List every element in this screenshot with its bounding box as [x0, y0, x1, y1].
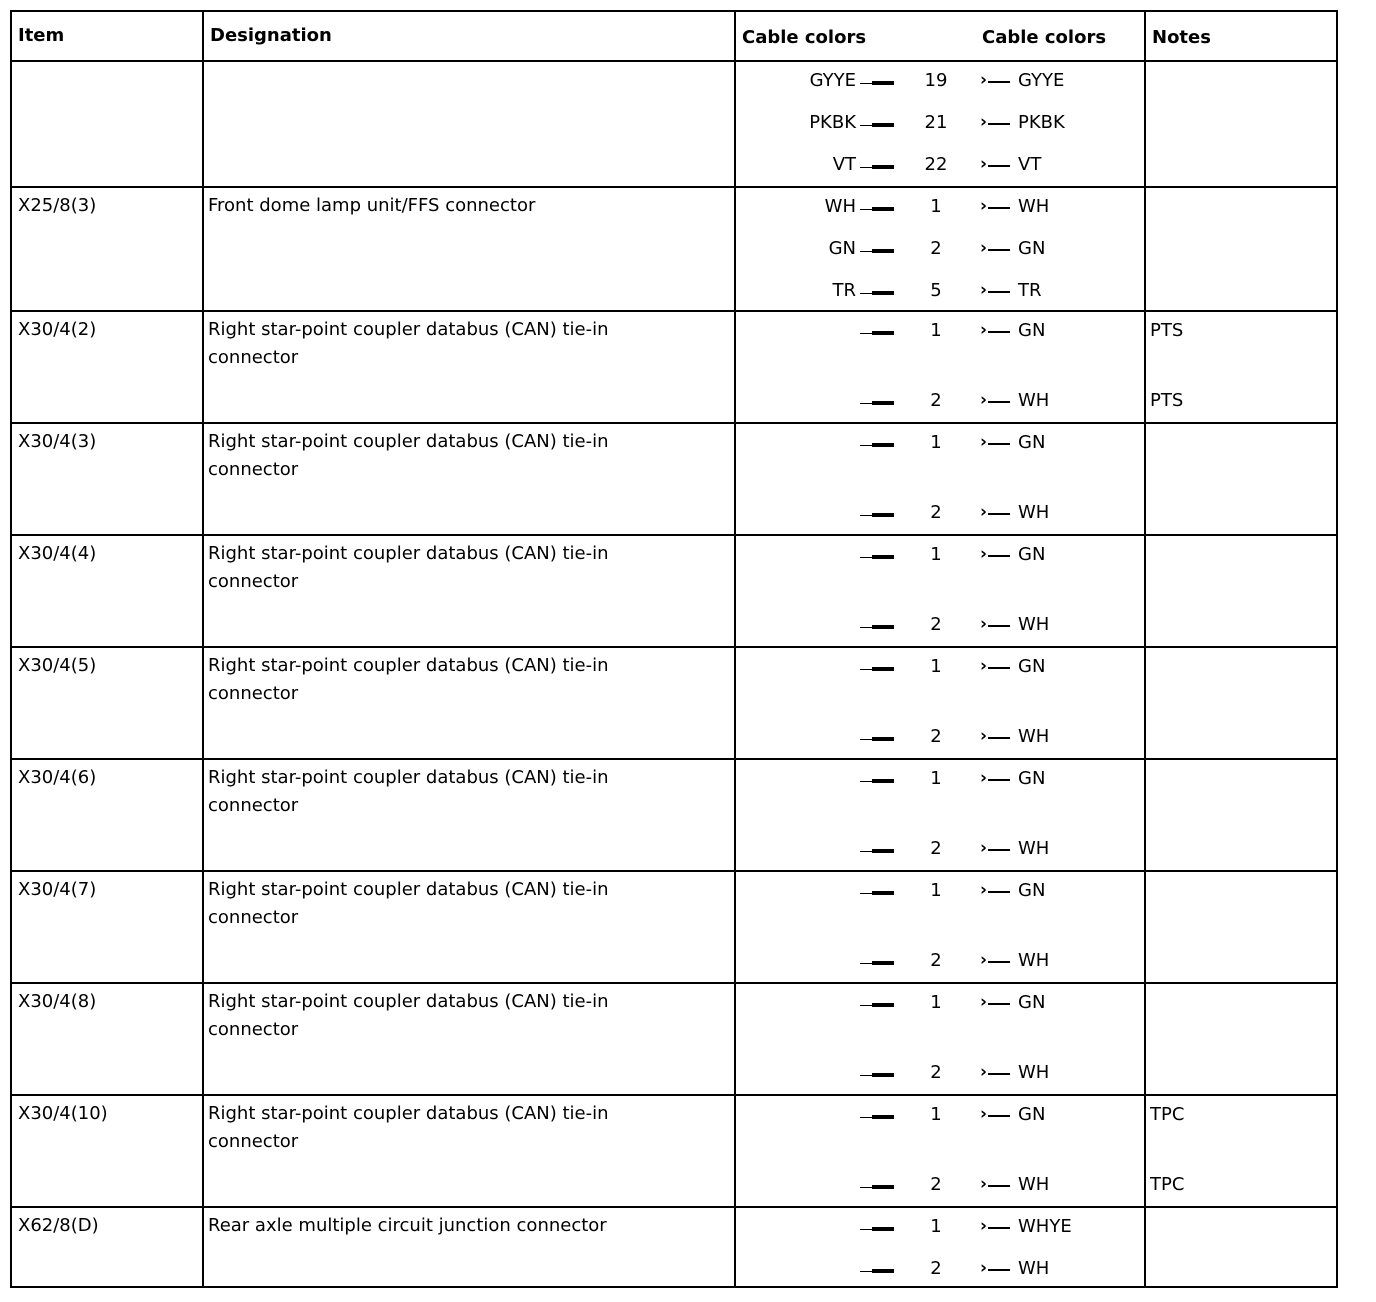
pin-number: 5 [930, 280, 942, 301]
column-divider [1336, 10, 1338, 1288]
connector-socket-icon: › [980, 1104, 988, 1124]
wire-terminal [872, 1185, 894, 1189]
column-divider [734, 10, 736, 1288]
connector-socket-icon: › [980, 838, 988, 858]
table-top-border [10, 10, 1338, 12]
cable-color-left: TR [832, 280, 856, 301]
cable-color-right: WH [1018, 1062, 1050, 1083]
wire-line [988, 1073, 1010, 1075]
wire-line [988, 443, 1010, 445]
column-divider [10, 10, 12, 1288]
connector-socket-icon: › [980, 154, 988, 174]
cable-color-right: GN [1018, 992, 1046, 1013]
wire-line [988, 165, 1010, 167]
designation-text: Right star-point coupler databus (CAN) tie-in connector [208, 319, 609, 368]
connector-socket-icon: › [980, 1216, 988, 1236]
header-notes: Notes [1152, 27, 1211, 48]
wire-terminal [872, 401, 894, 405]
designation-text: Front dome lamp unit/FFS connector [208, 195, 536, 216]
row-divider [10, 870, 1338, 872]
designation-text: Rear axle multiple circuit junction connector [208, 1215, 607, 1236]
wire-line [988, 331, 1010, 333]
pin-number: 1 [930, 992, 942, 1013]
connector-socket-icon: › [980, 544, 988, 564]
pin-number: 2 [930, 502, 942, 523]
cable-color-right: WH [1018, 838, 1050, 859]
row-divider [10, 310, 1338, 312]
item-code: X62/8(D) [18, 1215, 99, 1236]
connector-socket-icon: › [980, 390, 988, 410]
wire-terminal [872, 1115, 894, 1119]
row-divider [10, 1286, 1338, 1288]
row-divider [10, 982, 1338, 984]
designation-text: Right star-point coupler databus (CAN) tie-in connector [208, 431, 609, 480]
wire-terminal [872, 625, 894, 629]
cable-color-right: GN [1018, 1104, 1046, 1125]
pin-number: 19 [924, 70, 948, 91]
pin-number: 2 [930, 1258, 942, 1279]
wire-line [988, 1269, 1010, 1271]
designation-text: Right star-point coupler databus (CAN) tie-in connector [208, 991, 609, 1040]
header-item: Item [18, 25, 65, 46]
pin-number: 2 [930, 838, 942, 859]
header-cable-colors-left: Cable colors [742, 27, 867, 48]
item-code: X30/4(10) [18, 1103, 108, 1124]
cable-color-right: GN [1018, 768, 1046, 789]
cable-color-right: WH [1018, 1258, 1050, 1279]
item-code: X30/4(2) [18, 319, 97, 340]
cable-color-right: GYYE [1018, 70, 1065, 91]
wire-terminal [872, 1227, 894, 1231]
cable-color-right: WH [1018, 950, 1050, 971]
row-divider [10, 758, 1338, 760]
cable-color-right: GN [1018, 238, 1046, 259]
wire-terminal [872, 667, 894, 671]
note-text: TPC [1150, 1174, 1185, 1195]
wire-line [988, 1003, 1010, 1005]
item-code: X25/8(3) [18, 195, 97, 216]
wire-line [988, 1227, 1010, 1229]
connector-socket-icon: › [980, 196, 988, 216]
pin-number: 1 [930, 1216, 942, 1237]
cable-color-right: WH [1018, 502, 1050, 523]
wire-terminal [872, 291, 894, 295]
connector-socket-icon: › [980, 1174, 988, 1194]
connector-socket-icon: › [980, 70, 988, 90]
pin-number: 21 [924, 112, 948, 133]
cable-color-left: GN [828, 238, 856, 259]
wire-line [988, 849, 1010, 851]
wire-line [988, 779, 1010, 781]
row-divider [10, 422, 1338, 424]
wire-terminal [872, 165, 894, 169]
cable-color-right: GN [1018, 656, 1046, 677]
wire-terminal [872, 1269, 894, 1273]
wire-terminal [872, 123, 894, 127]
wire-terminal [872, 1073, 894, 1077]
pin-number: 2 [930, 726, 942, 747]
item-code: X30/4(4) [18, 543, 97, 564]
connector-socket-icon: › [980, 238, 988, 258]
wire-terminal [872, 81, 894, 85]
wire-line [988, 401, 1010, 403]
connector-socket-icon: › [980, 1258, 988, 1278]
connector-socket-icon: › [980, 880, 988, 900]
pin-number: 2 [930, 950, 942, 971]
connector-socket-icon: › [980, 950, 988, 970]
pin-number: 1 [930, 880, 942, 901]
row-divider [10, 1206, 1338, 1208]
wire-line [988, 249, 1010, 251]
pin-number: 1 [930, 544, 942, 565]
cable-color-right: WH [1018, 726, 1050, 747]
wire-terminal [872, 849, 894, 853]
note-text: TPC [1150, 1104, 1185, 1125]
pin-number: 2 [930, 238, 942, 259]
wire-line [988, 555, 1010, 557]
item-code: X30/4(5) [18, 655, 97, 676]
wire-terminal [872, 331, 894, 335]
pin-number: 1 [930, 432, 942, 453]
wire-line [988, 737, 1010, 739]
pin-number: 1 [930, 320, 942, 341]
wiring-table [10, 10, 1338, 1288]
item-code: X30/4(3) [18, 431, 97, 452]
wire-line [988, 81, 1010, 83]
connector-socket-icon: › [980, 502, 988, 522]
cable-color-right: GN [1018, 432, 1046, 453]
cable-color-right: WH [1018, 390, 1050, 411]
wire-line [988, 291, 1010, 293]
cable-color-right: GN [1018, 320, 1046, 341]
cable-color-left: GYYE [809, 70, 856, 91]
designation-text: Right star-point coupler databus (CAN) tie-in connector [208, 655, 609, 704]
wire-terminal [872, 249, 894, 253]
cable-color-right: WH [1018, 614, 1050, 635]
wire-terminal [872, 779, 894, 783]
cable-color-right: GN [1018, 880, 1046, 901]
item-code: X30/4(6) [18, 767, 97, 788]
connector-socket-icon: › [980, 726, 988, 746]
header-designation: Designation [210, 25, 332, 46]
column-divider [202, 10, 204, 1288]
wire-terminal [872, 737, 894, 741]
cable-color-right: WH [1018, 1174, 1050, 1195]
pin-number: 1 [930, 656, 942, 677]
column-divider [1144, 10, 1146, 1288]
cable-color-left: VT [832, 154, 856, 175]
item-code: X30/4(8) [18, 991, 97, 1012]
wire-line [988, 207, 1010, 209]
pin-number: 1 [930, 196, 942, 217]
wire-line [988, 961, 1010, 963]
header-bottom-border [10, 60, 1338, 62]
connector-socket-icon: › [980, 432, 988, 452]
connector-socket-icon: › [980, 1062, 988, 1082]
cable-color-left: WH [824, 196, 856, 217]
note-text: PTS [1150, 320, 1184, 341]
wire-terminal [872, 555, 894, 559]
wire-line [988, 667, 1010, 669]
pin-number: 2 [930, 390, 942, 411]
wire-terminal [872, 443, 894, 447]
pin-number: 2 [930, 614, 942, 635]
wire-line [988, 625, 1010, 627]
cable-color-right: PKBK [1018, 112, 1065, 133]
wire-line [988, 1185, 1010, 1187]
pin-number: 2 [930, 1062, 942, 1083]
connector-socket-icon: › [980, 280, 988, 300]
wire-terminal [872, 891, 894, 895]
connector-socket-icon: › [980, 768, 988, 788]
designation-text: Right star-point coupler databus (CAN) tie-in connector [208, 767, 609, 816]
wire-terminal [872, 207, 894, 211]
cable-color-right: VT [1018, 154, 1042, 175]
cable-color-right: WHYE [1018, 1216, 1072, 1237]
row-divider [10, 534, 1338, 536]
designation-text: Right star-point coupler databus (CAN) tie-in connector [208, 543, 609, 592]
pin-number: 22 [924, 154, 948, 175]
row-divider [10, 646, 1338, 648]
cable-color-right: WH [1018, 196, 1050, 217]
pin-number: 1 [930, 768, 942, 789]
designation-text: Right star-point coupler databus (CAN) tie-in connector [208, 879, 609, 928]
wire-line [988, 123, 1010, 125]
wire-line [988, 891, 1010, 893]
row-divider [10, 1094, 1338, 1096]
connector-socket-icon: › [980, 112, 988, 132]
designation-text: Right star-point coupler databus (CAN) tie-in connector [208, 1103, 609, 1152]
pin-number: 1 [930, 1104, 942, 1125]
connector-socket-icon: › [980, 992, 988, 1012]
item-code: X30/4(7) [18, 879, 97, 900]
wire-line [988, 1115, 1010, 1117]
wire-terminal [872, 513, 894, 517]
cable-color-right: GN [1018, 544, 1046, 565]
connector-socket-icon: › [980, 656, 988, 676]
wire-line [988, 513, 1010, 515]
wire-terminal [872, 961, 894, 965]
connector-socket-icon: › [980, 320, 988, 340]
header-cable-colors-right: Cable colors [982, 27, 1107, 48]
note-text: PTS [1150, 390, 1184, 411]
wire-terminal [872, 1003, 894, 1007]
connector-socket-icon: › [980, 614, 988, 634]
pin-number: 2 [930, 1174, 942, 1195]
cable-color-left: PKBK [809, 112, 856, 133]
row-divider [10, 186, 1338, 188]
cable-color-right: TR [1018, 280, 1042, 301]
